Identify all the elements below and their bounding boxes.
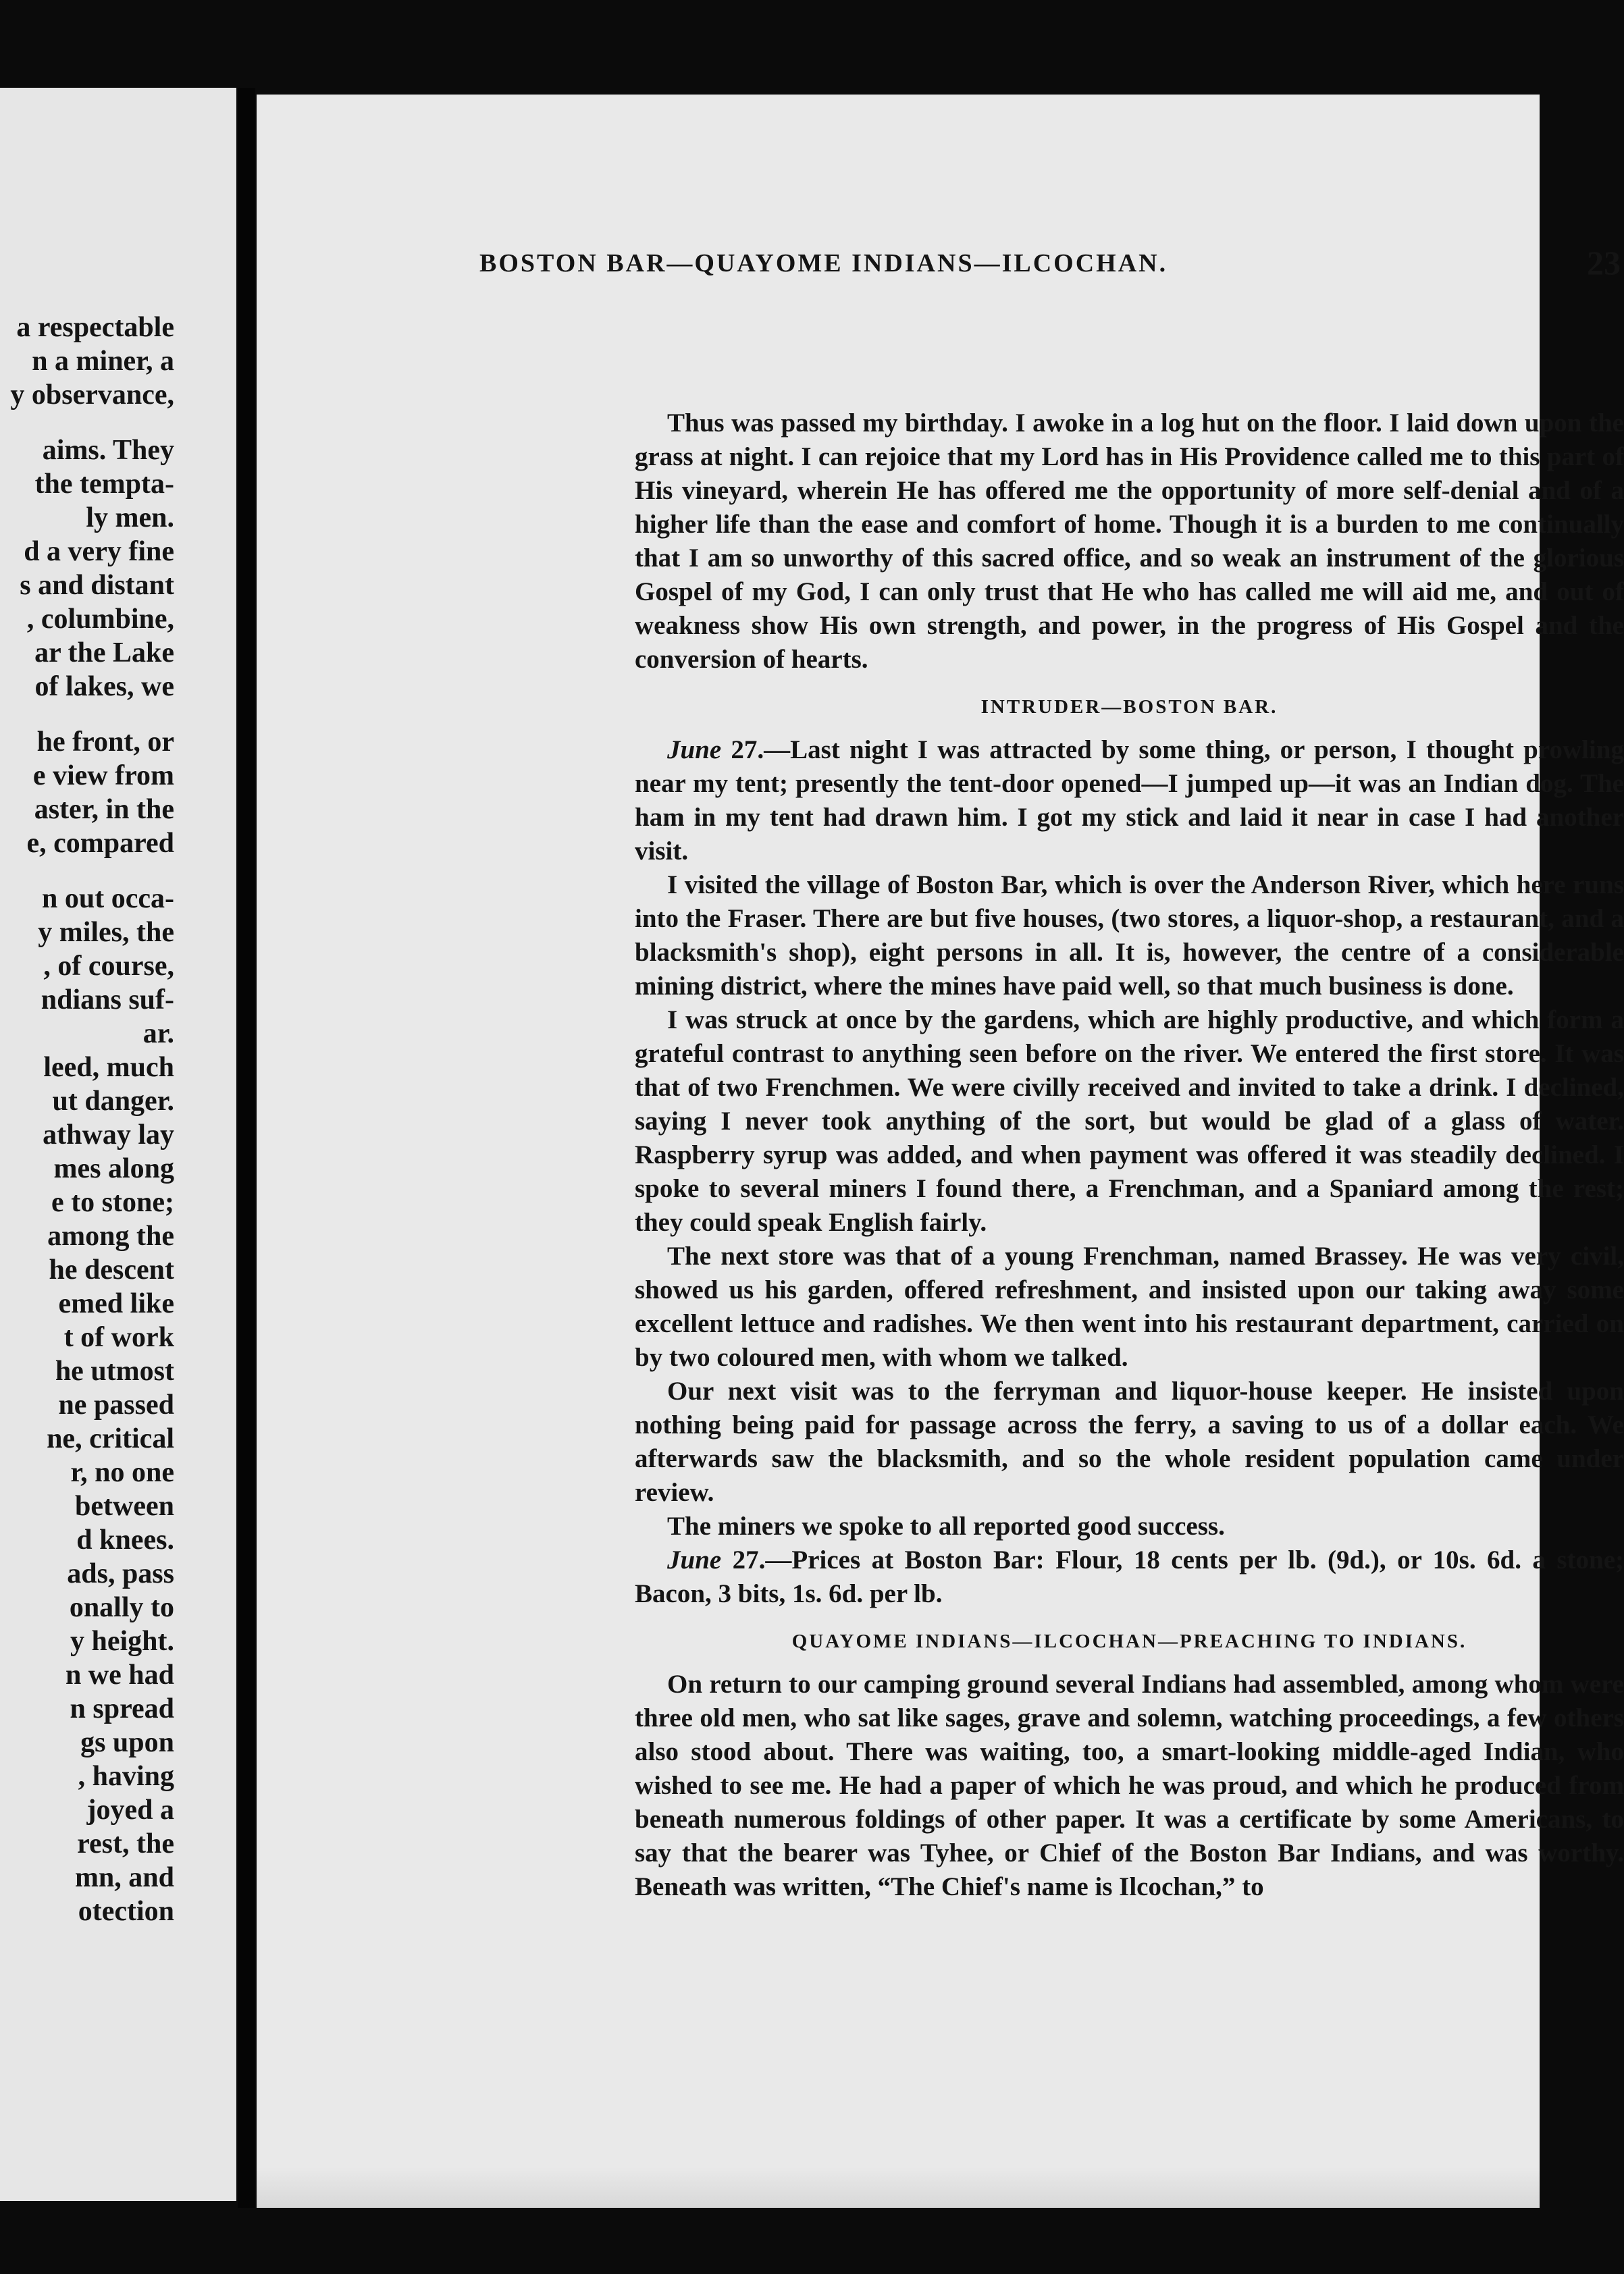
section-heading-intruder: INTRUDER—BOSTON BAR. [980, 696, 1278, 718]
book-spine [238, 88, 255, 2208]
left-page-line: e, compared [26, 828, 174, 859]
section-heading-quayome: QUAYOME INDIANS—ILCOCHAN—PREACHING TO INDIANS. [791, 1631, 1467, 1652]
paragraph-text: 27.—Last night I was attracted by some thing, or person, I thought prowling near my tent; presently the tent-door opened—I jumped up—it was an Indian dog. The ham in my tent had drawn him. I got my stick and laid it near in case I had another visit. [635, 735, 1624, 866]
left-page-line: ar. [142, 1018, 174, 1049]
left-page-line: otection [78, 1896, 174, 1927]
left-page-line: n a miner, a [32, 346, 174, 377]
left-page-line: he descent [49, 1254, 174, 1286]
left-page-line: the tempta- [34, 469, 174, 500]
left-page-line: , of course, [43, 951, 174, 982]
left-page-line: ne passed [58, 1390, 174, 1421]
left-page-line: a respectable [16, 312, 174, 343]
paragraph-ferryman: Our next visit was to the ferryman and liquor-house keeper. He insisted upon nothing being paid for passage across the ferry, a saving to us of a dollar each. We afterwards saw the blacksmith, and so the whole resident population came under review. [635, 1377, 1624, 1507]
right-page [257, 95, 1624, 2208]
left-page-line: n spread [70, 1693, 174, 1724]
left-page-line: rest, the [77, 1828, 174, 1859]
left-page-line: n we had [65, 1660, 174, 1691]
page-bottom-margin [257, 2167, 1540, 2208]
left-page-line: e view from [32, 760, 174, 791]
left-page-line: aster, in the [34, 794, 174, 825]
left-page-line: onally to [69, 1592, 174, 1623]
left-page-line: mes along [53, 1153, 174, 1184]
left-page-line: y height. [70, 1626, 174, 1657]
paragraph-june-27-prices [635, 1543, 1624, 1611]
left-page-line: between [75, 1491, 174, 1522]
left-page-line: emed like [58, 1288, 174, 1319]
left-page-line: e to stone; [51, 1187, 174, 1218]
left-page-line: mn, and [74, 1862, 174, 1893]
left-page-line: he utmost [55, 1356, 174, 1387]
running-head: BOSTON BAR—QUAYOME INDIANS—ILCOCHAN. [479, 249, 1168, 277]
paragraph-text: 27.—Prices at Boston Bar: Flour, 18 cents per lb. (9d.), or 10s. 6d. a stone; Bacon, 3 bits, 1s. 6d. per lb. [635, 1545, 1624, 1608]
left-page-line [10, 704, 174, 725]
paragraph-gardens: I was struck at once by the gardens, which are highly productive, and which form a grateful contrast to anything seen before on the river. We entered the first store. It was that of two Frenchmen. We were civilly received and invited to take a drink. I declined, saying I never took anything of the sort, but would be glad of a glass of water. Raspberry syrup was added, and when payment was offered it was steadily declined. I spoke to several miners I found there, a Frenchman, and a Spaniard among the rest; they could speak English fairly. [635, 1005, 1624, 1237]
left-page-line: of lakes, we [34, 671, 174, 702]
paragraph-birthday: Thus was passed my birthday. I awoke in a log hut on the floor. I laid down upon the grass at night. I can rejoice that my Lord has in His Providence called me to this part of His vineyard, wherein He has offered me the opportunity of more self-denial and of a higher life than the ease and comfort of home. Though it is a burden to me continually that I am so unworthy of this sacred office, and so weak an instrument of the glorious Gospel of my God, I can only trust that He who has called me will aid me, and out of weakness show His own strength, and power, in the progress of His Gospel and the conversion of hearts. [635, 408, 1624, 674]
left-page-line: joyed a [86, 1795, 174, 1826]
page-body [635, 406, 1624, 1904]
paragraph-brassey: The next store was that of a young Frenchman, named Brassey. He was very civil, showed us his garden, offered refreshment, and insisted upon our taking away some excellent lettuce and radishes. We then went into his restaurant department, carried on by two coloured men, with whom we talked. [635, 1242, 1624, 1372]
left-page-line [10, 860, 174, 882]
left-page-line: ar the Lake [34, 637, 174, 668]
left-page-line: ut danger. [52, 1086, 174, 1117]
left-page-line: , columbine, [26, 604, 174, 635]
left-page-line: y miles, the [38, 917, 174, 948]
paragraph-village-visit: I visited the village of Boston Bar, which is over the Anderson River, which here runs into the Fraser. There are but five houses, (two stores, a liquor-shop, a restaurant, and a blacksmith's shop), eight persons in all. It is, however, the centre of a considerable mining district, where the mines have paid well, so that much business is done. [635, 870, 1624, 1001]
left-page-line: d a very fine [24, 536, 174, 567]
left-page-line: leed, much [43, 1052, 174, 1083]
left-page-text [10, 311, 174, 1928]
paragraph-camping-ground: On return to our camping ground several Indians had assembled, among whom were three old men, who sat like sages, grave and solemn, watching proceedings, a few others also stood about. There was waiting, too, a smart-looking middle-aged Indian, who wished to see me. He had a paper of which he was proud, and which he produced from beneath numerous foldings of other paper. It was a certificate by some Americans, to say that the bearer was Tyhee, or Chief of the Boston Bar Indians, and was worthy. Beneath was written, “The Chief's name is Ilcochan,” to [635, 1670, 1624, 1901]
left-page-line: ne, critical [47, 1423, 174, 1454]
date-label: June [667, 735, 722, 764]
left-page-line: athway lay [43, 1119, 174, 1151]
left-page-line: n out occa- [42, 883, 174, 914]
left-page-line: ads, pass [67, 1558, 174, 1589]
paragraph-june-27-intruder [635, 733, 1624, 868]
left-page-line: d knees. [76, 1525, 174, 1556]
paragraph-miners: The miners we spoke to all reported good success. [667, 1512, 1225, 1541]
left-page-fragment [0, 88, 236, 2201]
left-page-line: t of work [63, 1322, 174, 1353]
left-page-line: among the [47, 1221, 174, 1252]
left-page-line: ly men. [86, 502, 174, 533]
left-page-line: aims. They [42, 435, 174, 466]
left-page-line: ndians suf- [41, 984, 174, 1015]
left-page-line: s and distant [20, 570, 174, 601]
left-page-line: , having [78, 1761, 174, 1792]
left-page-line: r, no one [70, 1457, 174, 1488]
date-label: June [667, 1545, 722, 1575]
left-page-line: he front, or [36, 726, 174, 758]
left-page-line: gs upon [80, 1727, 174, 1758]
page-number: 23 [1587, 244, 1621, 282]
left-page-line [10, 412, 174, 433]
left-page-line: y observance, [10, 379, 174, 411]
page-header [479, 244, 1621, 289]
